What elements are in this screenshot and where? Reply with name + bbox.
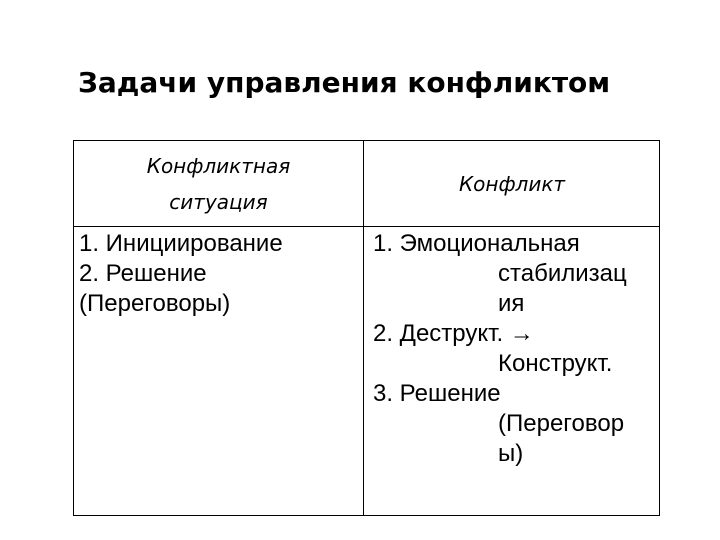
header-right-label: Конфликт [458,172,566,196]
list-item: 2. Решение [79,260,207,287]
list-item: 1. Инициирование [79,230,283,257]
list-item: 1. Эмоциональная [373,230,580,257]
table-header-divider [73,226,660,227]
list-item-continuation: стабилизац [498,260,627,287]
header-left-line-1: Конфликтная [146,154,291,178]
list-item: 2. Деструкт. → [373,320,534,347]
list-item-continuation: ы) [498,440,524,467]
header-left-line-2: ситуация [169,190,268,214]
header-cell-conflict-situation [74,148,363,220]
list-item: (Переговоры) [79,290,231,317]
list-item: 3. Решение [373,380,501,407]
header-cell-conflict [364,166,660,202]
left-column-items [79,229,363,319]
slide-title: Задачи управления конфликтом [78,66,611,99]
list-item-continuation: (Переговор [498,410,625,437]
list-item-continuation: Конструкт. [498,350,613,377]
list-item-continuation: ия [498,290,525,317]
right-column-items [373,229,658,469]
